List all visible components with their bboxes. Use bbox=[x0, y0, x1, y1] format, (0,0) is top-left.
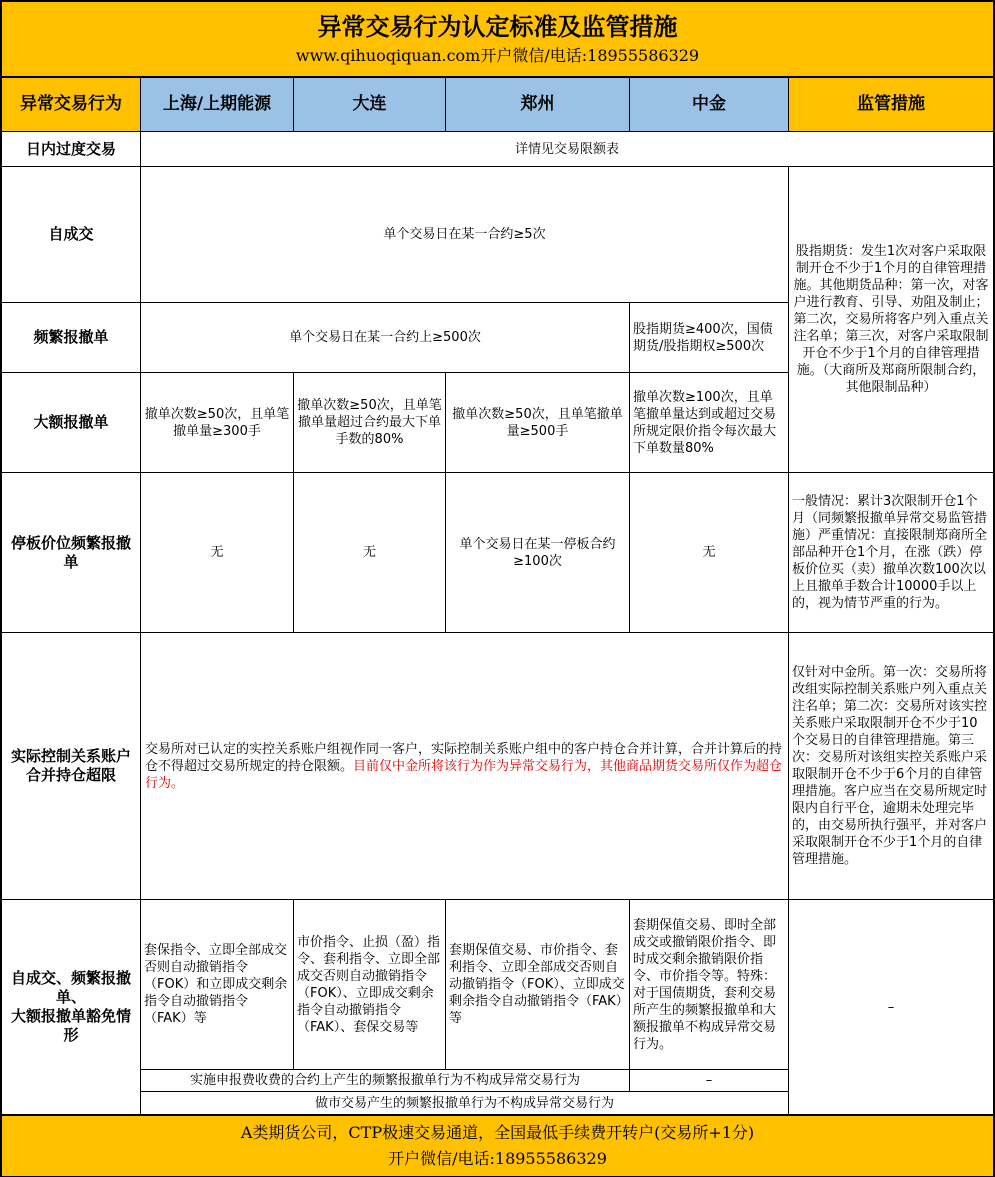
row-label-limit-cancel: 停板价位频繁报撤单 bbox=[1, 472, 141, 633]
control-content-normal: 交易所对已认定的实控关系账户组视作同一客户，实际控制关系账户组中的客户持仓合并计算，合并计算后的持仓不得超过交易所规定的持仓限额。 bbox=[145, 741, 783, 774]
header-behavior: 异常交易行为 bbox=[1, 77, 141, 132]
control-content bbox=[140, 632, 789, 900]
row-label-exempt: 自成交、频繁报撤单、 大额报撤单豁免情形 bbox=[1, 899, 141, 1115]
exempt-fee-note: 实施申报费收费的合约上产生的频繁报撤单行为不构成异常交易行为 bbox=[140, 1069, 630, 1092]
row-label-self-trade: 自成交 bbox=[1, 166, 141, 303]
exempt-shfe: 套保指令、立即全部成交否则自动撤销指令（FOK）和立即成交剩余指令自动撤销指令（FAK）等 bbox=[140, 899, 294, 1070]
footer-bar bbox=[1, 1115, 994, 1177]
large-cancel-shfe: 撤单次数≥50次，且单笔撤单量≥300手 bbox=[140, 372, 294, 473]
title-bar bbox=[1, 1, 994, 77]
exempt-measures: – bbox=[788, 899, 994, 1115]
header-shfe: 上海/上期能源 bbox=[140, 77, 294, 132]
exempt-fee-cffex: – bbox=[629, 1069, 789, 1092]
header-dce: 大连 bbox=[293, 77, 446, 132]
exempt-cffex: 套期保值交易、即时全部成交或撤销限价指令、即时成交剩余撤销限价指令、市价指令等。特殊：对于国债期货，套利交易所产生的频繁报撤单和大额报撤单不构成异常交易行为。 bbox=[629, 899, 789, 1070]
limit-cancel-cffex: 无 bbox=[629, 472, 789, 633]
limit-cancel-dce: 无 bbox=[293, 472, 446, 633]
page-subtitle: www.qihuoqiquan.com开户微信/电话:18955586329 bbox=[295, 46, 700, 65]
limit-cancel-shfe: 无 bbox=[140, 472, 294, 633]
large-cancel-dce: 撤单次数≥50次，且单笔撤单量超过合约最大下单手数的80% bbox=[293, 372, 446, 473]
page-title: 异常交易行为认定标准及监管措施 bbox=[317, 12, 678, 41]
exempt-dce: 市价指令、止损（盈）指令、套利指令、立即全部成交否则自动撤销指令（FOK）、立即成交剩余指令自动撤销指令（FAK）、套保交易等 bbox=[293, 899, 446, 1070]
intraday-content: 详情见交易限额表 bbox=[140, 131, 994, 167]
row-label-intraday: 日内过度交易 bbox=[1, 131, 141, 167]
shared-measures: 股指期货：发生1次对客户采取限制开仓不少于1个月的自律管理措施。其他期货品种：第一次，对客户进行教育、引导、劝阻及制止；第二次，交易所将客户列入重点关注名单；第三次，对客户采取限制开仓不少于1个月的自律管理措施。（大商所及郑商所限制合约，其他限制品种） bbox=[788, 166, 994, 473]
row-label-large-cancel: 大额报撤单 bbox=[1, 372, 141, 473]
row-label-frequent-cancel: 频繁报撤单 bbox=[1, 302, 141, 373]
limit-cancel-measures: 一般情况：累计3次限制开仓1个月（同频繁报撤单异常交易监管措施）严重情况：直接限制郑商所全部品种开仓1个月，在涨（跌）停板价位买（卖）撤单次数100次以上且撤单手数合计10000手以上的，视为情节严重的行为。 bbox=[788, 472, 994, 633]
exempt-market-maker-note: 做市交易产生的频繁报撤单行为不构成异常交易行为 bbox=[140, 1091, 789, 1115]
self-trade-content: 单个交易日在某一合约≥5次 bbox=[140, 166, 789, 303]
control-measures: 仅针对中金所。第一次：交易所将改组实际控制关系账户列入重点关注名单；第二次：交易所对该实控关系账户采取限制开仓不少于10个交易日的自律管理措施。第三次：交易所对该组实控关系账户采取限制开仓不少于6个月的自律管理措施。客户应当在交易所规定时限内自行平仓，逾期未处理完毕的，由交易所执行强平，并对客户采取限制开仓不少于1个月的自律管理措施。 bbox=[788, 632, 994, 900]
row-label-control: 实际控制关系账户 合并持仓超限 bbox=[1, 632, 141, 900]
limit-cancel-czce: 单个交易日在某一停板合约≥100次 bbox=[445, 472, 630, 633]
footer-line-2: 开户微信/电话:18955586329 bbox=[388, 1149, 607, 1168]
exempt-czce: 套期保值交易、市价指令、套利指令、立即全部成交否则自动撤销指令（FOK）、立即成交剩余指令自动撤销指令（FAK）等 bbox=[445, 899, 630, 1070]
frequent-cancel-content: 单个交易日在某一合约上≥500次 bbox=[140, 302, 630, 373]
large-cancel-czce: 撤单次数≥50次，且单笔撤单量≥500手 bbox=[445, 372, 630, 473]
header-czce: 郑州 bbox=[445, 77, 630, 132]
large-cancel-cffex: 撤单次数≥100次，且单笔撤单量达到或超过交易所规定限价指令每次最大下单数量80% bbox=[629, 372, 789, 473]
frequent-cancel-cffex: 股指期货≥400次，国债期货/股指期权≥500次 bbox=[629, 302, 789, 373]
header-cffex: 中金 bbox=[629, 77, 789, 132]
footer-line-1: A类期货公司，CTP极速交易通道，全国最低手续费开转户(交易所+1分) bbox=[240, 1123, 755, 1142]
header-measures: 监管措施 bbox=[788, 77, 994, 132]
control-content-highlight: 目前仅中金所将该行为作为异常交易行为，其他商品期货交易所仅作为超仓行为。 bbox=[145, 758, 783, 791]
